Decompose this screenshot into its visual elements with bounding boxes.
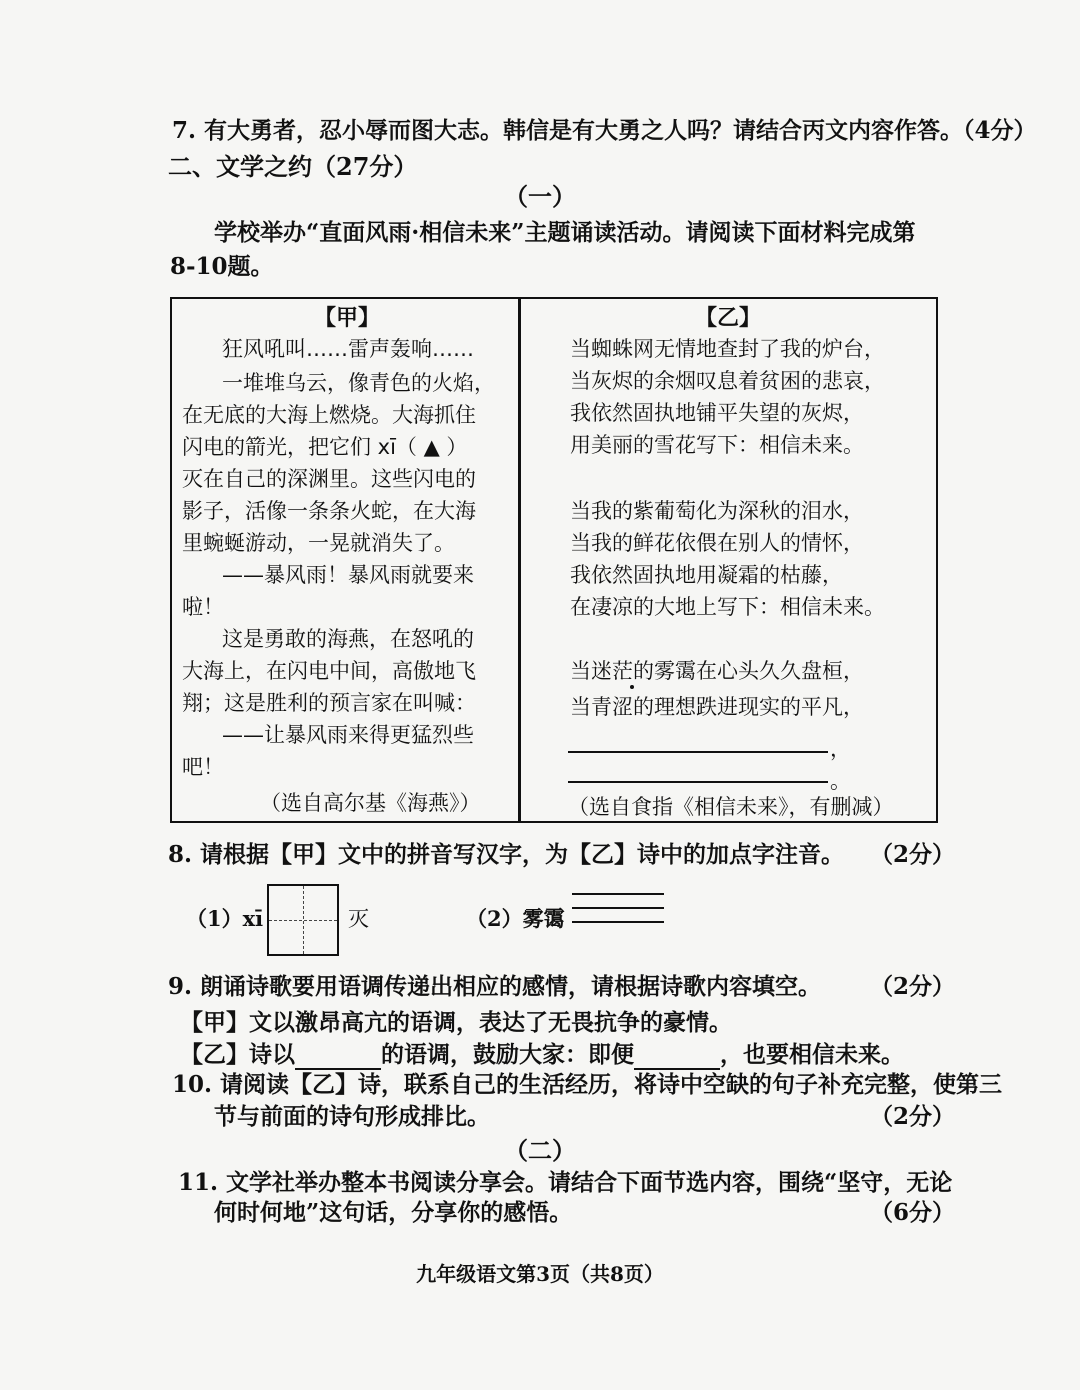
poem-jia-line: 里蜿蜒游动，一晃就消失了。 xyxy=(182,531,455,555)
blank-punct-1: ， xyxy=(830,737,851,761)
question-8-text: 8. 请根据【甲】文中的拼音写汉字，为【乙】诗中的加点字注音。 xyxy=(168,841,845,868)
question-7 xyxy=(172,116,1037,146)
poem-yi-line: 当我的紫葡萄化为深秋的泪水， xyxy=(570,499,864,523)
poem-yi-line: 我依然固执地铺平失望的灰烬， xyxy=(570,401,864,425)
blank-punct-2: 。 xyxy=(830,769,851,793)
q8-item2-label: （2）雾霭 xyxy=(466,906,565,931)
question-9-score: （2分） xyxy=(870,973,956,1000)
poem-divider xyxy=(518,299,521,821)
poem-jia-line: 在无底的大海上燃烧。大海抓住 xyxy=(182,403,476,427)
question-7-score: （4分） xyxy=(963,117,1037,144)
poem-jia-line: 翔；这是胜利的预言家在叫喊： xyxy=(182,691,476,715)
poem-jia-line: ——暴风雨！暴风雨就要来 xyxy=(222,563,474,587)
poem-yi-line: 当迷茫的雾霭在心头久久盘桓， xyxy=(570,659,864,683)
poem-yi-line: 当蜘蛛网无情地查封了我的炉台， xyxy=(570,337,885,361)
poem-yi-blank-1 xyxy=(568,751,828,753)
poem-yi-source: （选自食指《相信未来》，有删减） xyxy=(568,795,894,819)
poem-jia-title: 【甲】 xyxy=(314,305,381,331)
part-1-title: （一） xyxy=(504,182,576,211)
pinyin-line xyxy=(572,921,664,923)
pinyin-line xyxy=(572,893,664,895)
q9-blank-2[interactable] xyxy=(634,1044,720,1070)
poem-yi-line: 用美丽的雪花写下：相信未来。 xyxy=(570,433,864,457)
poem-jia-line: 啦！ xyxy=(182,595,224,619)
q9-line-yi-part-b: 的语调，鼓励大家：即便 xyxy=(381,1041,634,1068)
q9-line-yi xyxy=(180,1040,904,1070)
intro-line-1: 学校举办“直面风雨·相信未来”主题诵读活动。请阅读下面材料完成第 xyxy=(214,219,916,246)
question-10-line-2: 节与前面的诗句形成排比。 xyxy=(214,1103,490,1130)
page-footer: 九年级语文第3页（共8页） xyxy=(416,1262,664,1286)
poem-jia-line: 一堆堆乌云，像青色的火焰， xyxy=(222,371,495,395)
emphasis-dot xyxy=(630,685,634,689)
intro-line-2: 8-10题。 xyxy=(170,253,274,280)
question-8-score: （2分） xyxy=(870,841,956,868)
question-10-line-1: 10. 请阅读【乙】诗，联系自己的生活经历，将诗中空缺的句子补充完整，使第三 xyxy=(172,1071,1003,1098)
character-grid-box[interactable] xyxy=(267,884,339,956)
q8-item1-suffix: 灭 xyxy=(348,907,369,931)
poem-yi-line: 我依然固执地用凝霜的枯藤， xyxy=(570,563,843,587)
poem-yi-blank-2 xyxy=(568,781,828,783)
question-11-line-1: 11. 文学社举办整本书阅读分享会。请结合下面节选内容，围绕“坚守，无论 xyxy=(178,1169,953,1196)
poem-yi-line: 当青涩的理想跌进现实的平凡， xyxy=(570,695,864,719)
q9-line-yi-part-c: ，也要相信未来。 xyxy=(720,1041,904,1068)
part-2-title: （二） xyxy=(504,1136,576,1165)
question-11-line-2: 何时何地”这句话，分享你的感悟。 xyxy=(214,1199,573,1226)
question-7-text: 7. 有大勇者，忍小辱而图大志。韩信是有大勇之人吗？请结合丙文内容作答。 xyxy=(172,117,964,144)
q9-blank-1[interactable] xyxy=(295,1044,381,1070)
poem-jia-line: 吧！ xyxy=(182,755,224,779)
poem-yi-line: 在凄凉的大地上写下：相信未来。 xyxy=(570,595,885,619)
poem-jia-line: 这是勇敢的海燕，在怒吼的 xyxy=(222,627,474,651)
question-9-text: 9. 朗诵诗歌要用语调传递出相应的感情，请根据诗歌内容填空。 xyxy=(168,973,822,1000)
question-11-score: （6分） xyxy=(870,1199,956,1226)
poem-table xyxy=(170,297,938,823)
section-2-title: 二、文学之约（27分） xyxy=(168,152,418,181)
poem-jia-line: 灭在自己的深渊里。这些闪电的 xyxy=(182,467,476,491)
pinyin-line xyxy=(572,907,664,909)
poem-jia-line: 影子，活像一条条火蛇，在大海 xyxy=(182,499,476,523)
q9-line-jia: 【甲】文以激昂高亢的语调，表达了无畏抗争的豪情。 xyxy=(180,1009,732,1036)
poem-jia-line: ——让暴风雨来得更猛烈些 xyxy=(222,723,474,747)
poem-yi-title: 【乙】 xyxy=(695,305,762,331)
poem-jia-line: 大海上，在闪电中间，高傲地飞 xyxy=(182,659,476,683)
q9-line-yi-part-a: 【乙】诗以 xyxy=(180,1041,295,1068)
grid-vertical-guide xyxy=(303,886,304,954)
q8-item1-label: （1）xī xyxy=(186,906,264,931)
pinyin-writing-lines[interactable] xyxy=(572,893,664,935)
poem-yi-line: 当我的鲜花依偎在别人的情怀， xyxy=(570,531,864,555)
poem-jia-line: 狂风吼叫……雷声轰响…… xyxy=(222,337,474,361)
poem-jia-line: 闪电的箭光，把它们 xī（ ▲ ） xyxy=(182,435,468,459)
question-10-score: （2分） xyxy=(870,1103,956,1130)
poem-jia-source: （选自高尔基《海燕》） xyxy=(260,791,481,815)
poem-yi-line: 当灰烬的余烟叹息着贫困的悲哀， xyxy=(570,369,885,393)
